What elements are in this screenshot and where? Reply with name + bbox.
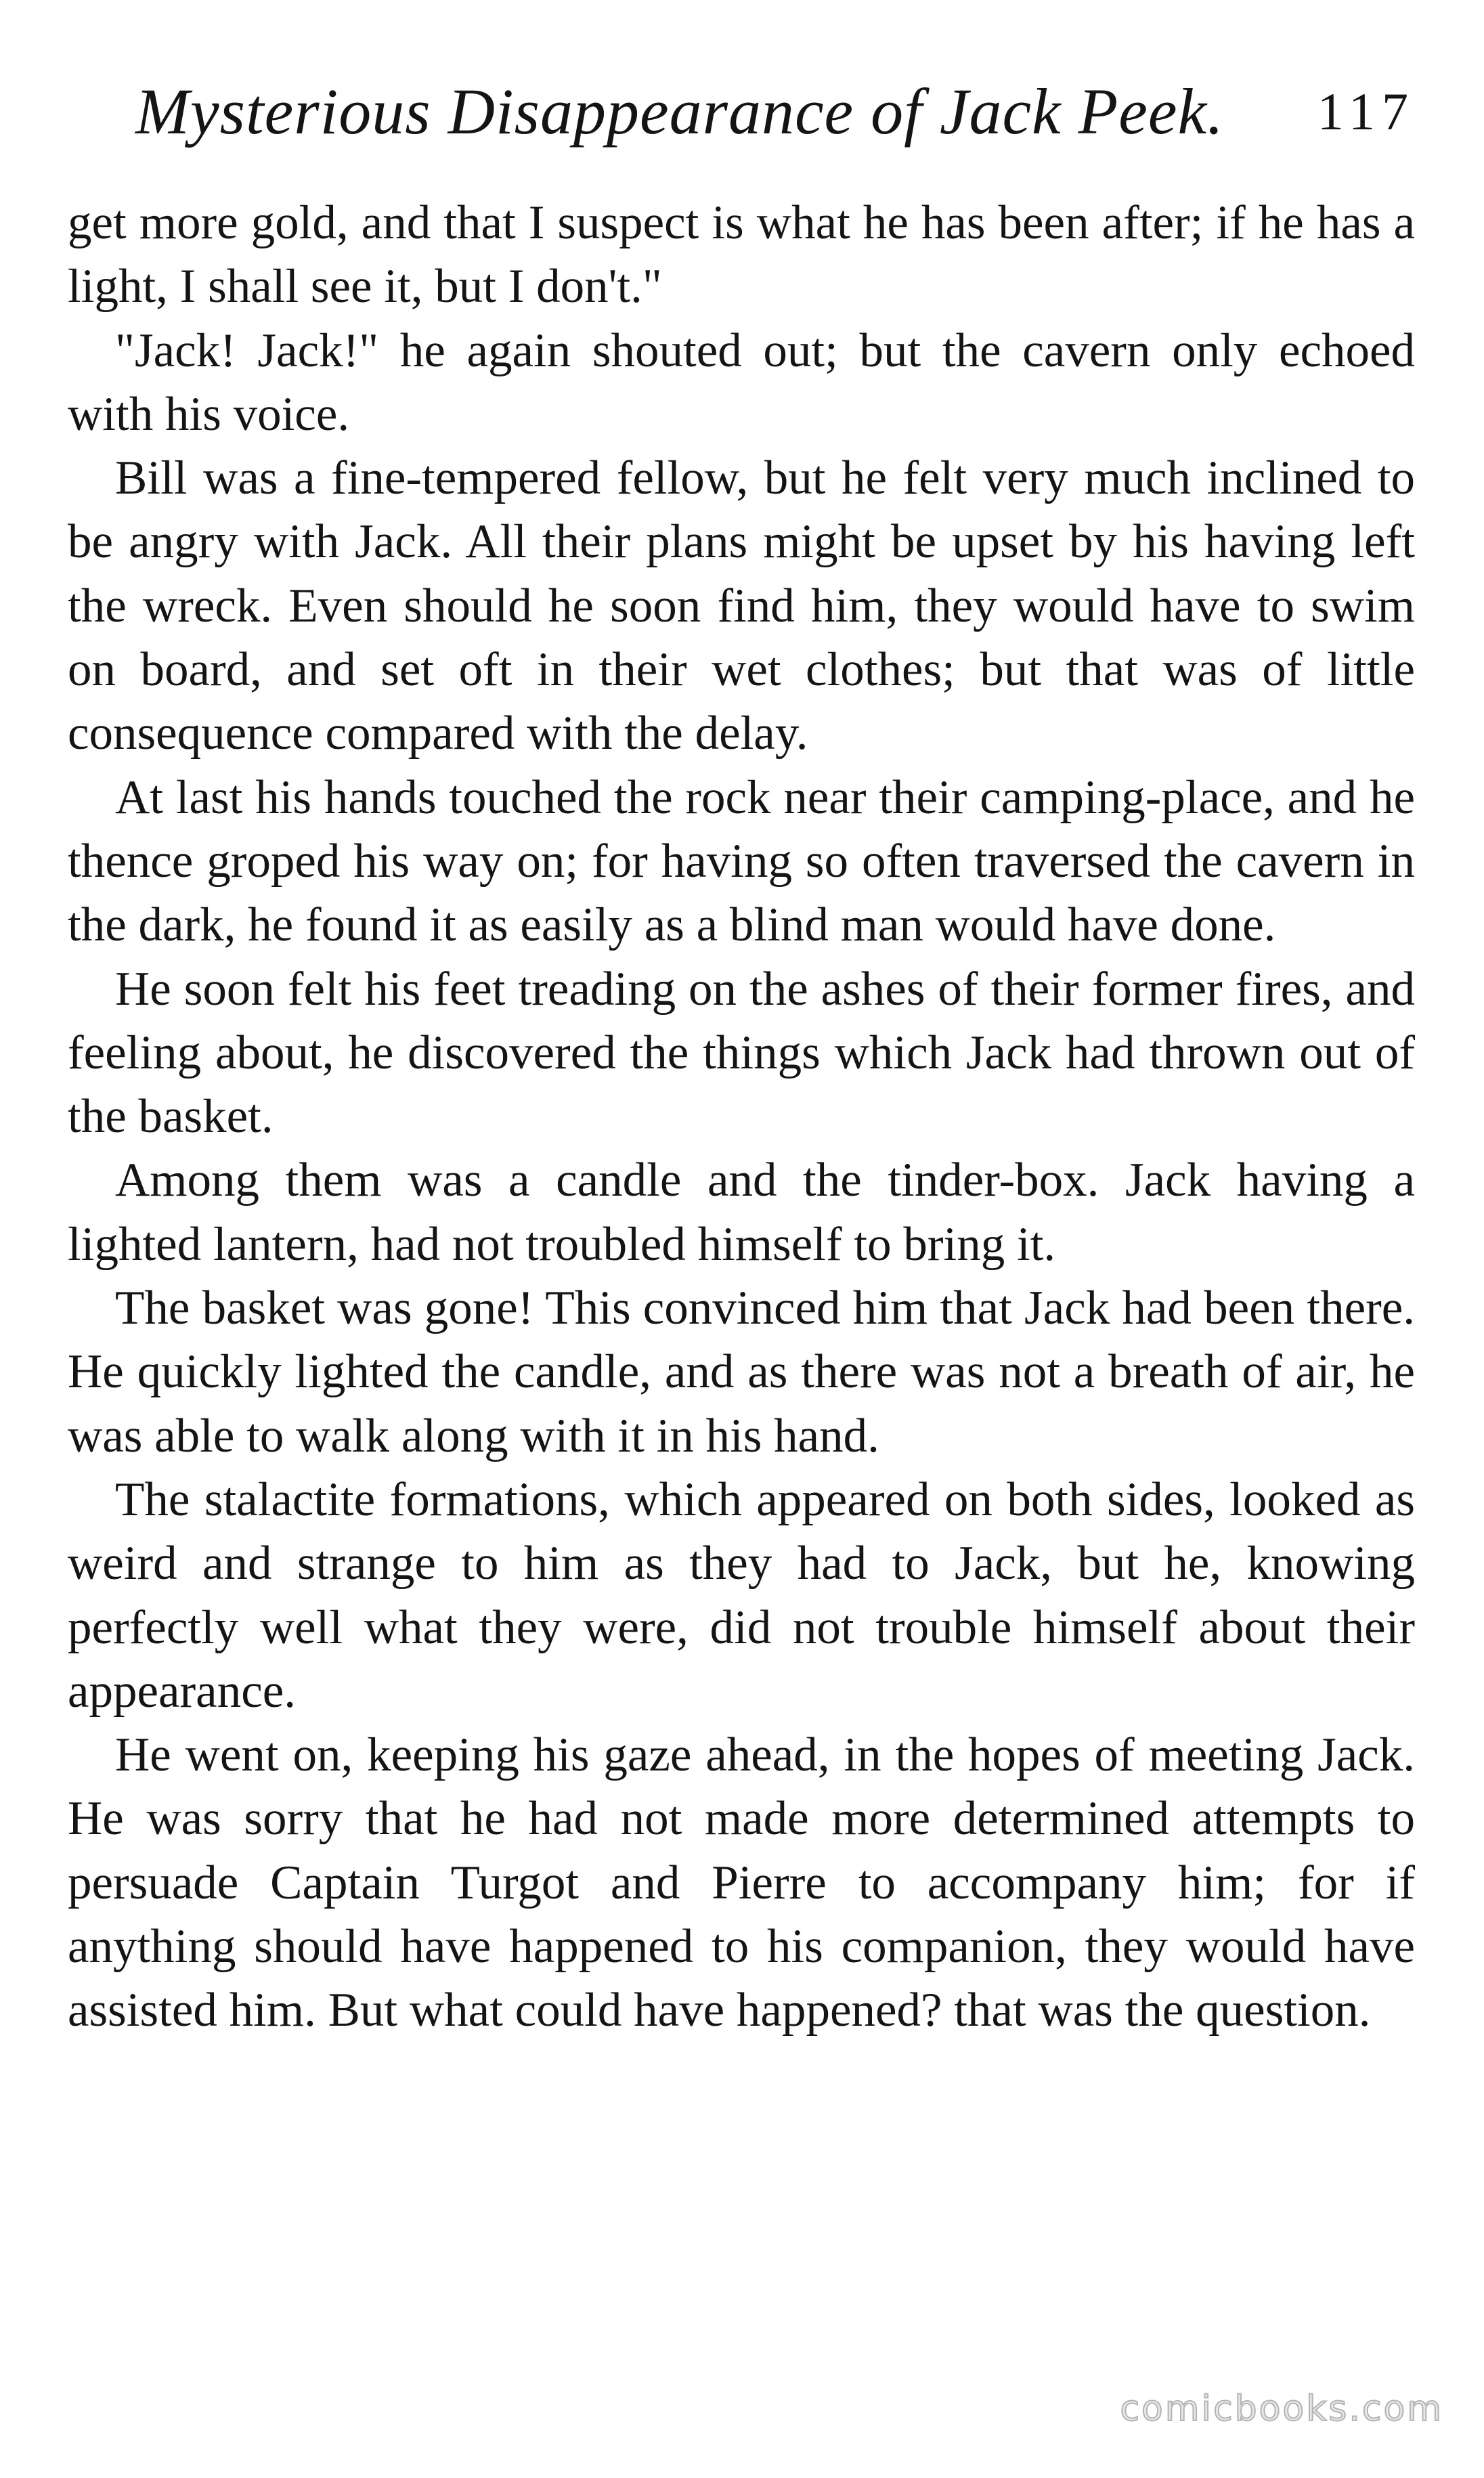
paragraph-8: The stalactite formations, which appeared on both sides, looked as weird and strange to him as they had to Jack, but he, knowing perfectly well what they were, did not trouble himself about their appearance. bbox=[68, 1473, 1415, 1718]
page-number: 117 bbox=[1317, 82, 1415, 141]
paragraph-4: At last his hands touched the rock near their camping-place, and he thence groped his way on; for having so often traversed the cavern in the dark, he found it as easily as a blind man would have done. bbox=[68, 770, 1415, 952]
paragraph-7: The basket was gone! This convinced him that Jack had been there. He quickly lighted the candle, and as there was not a breath of air, he was able to walk along with it in his hand. bbox=[68, 1282, 1415, 1462]
running-head bbox=[135, 64, 1415, 159]
paragraph-6: Among them was a candle and the tinder-box. Jack having a lighted lantern, had not troubled himself to bring it. bbox=[68, 1154, 1415, 1271]
paragraph-9: He went on, keeping his gaze ahead, in the hopes of meeting Jack. He was sorry that he had not made more determined attempts to persuade Captain Turgot and Pierre to accompany him; for if anything should have happened to his companion, they would have assisted him. But what could have happened? that was the question. bbox=[68, 1729, 1415, 2037]
body-text bbox=[68, 191, 1415, 2043]
paragraph-1: get more gold, and that I suspect is what he has been after; if he has a light, I shall see it, but I don't." bbox=[68, 196, 1415, 313]
paragraph-3: Bill was a fine-tempered fellow, but he felt very much inclined to be angry with Jack. All their plans might be upset by his having left the wreck. Even should he soon find him, they would have to swim on board, and set oft in their wet clothes; but that was of little consequence compared with the delay. bbox=[68, 452, 1415, 760]
watermark: comicbooks.com bbox=[1120, 2389, 1443, 2429]
paragraph-2: "Jack! Jack!" he again shouted out; but the cavern only echoed with his voice. bbox=[68, 324, 1415, 441]
chapter-title: Mysterious Disappearance of Jack Peek. bbox=[135, 75, 1225, 148]
paragraph-5: He soon felt his feet treading on the ashes of their former fires, and feeling about, he discovered the things which Jack had thrown out of the basket. bbox=[68, 962, 1415, 1144]
